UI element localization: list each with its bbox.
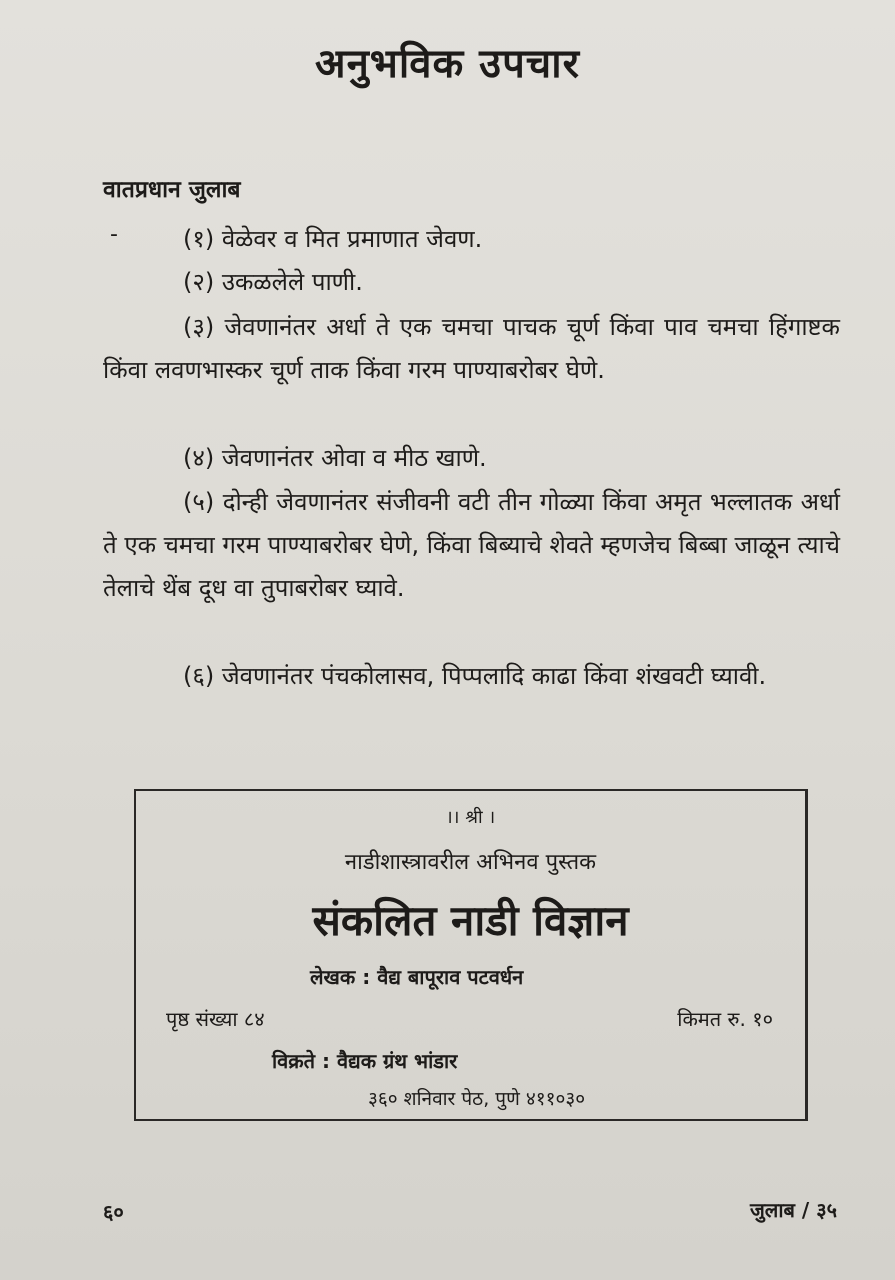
remedy-3: (३) जेवणानंतर अर्धा ते एक चमचा पाचक चूर्ण किंवा पाव चमचा हिंगाष्टक किंवा लवणभास्कर चूर्ण ताक किंवा गरम पाण्याबरोबर घेणे. bbox=[103, 313, 840, 384]
remedy-2: (२) उकळलेले पाणी. bbox=[183, 268, 363, 296]
remedy-6: (६) जेवणानंतर पंचकोलासव, पिप्पलादि काढा किंवा शंखवटी घ्यावी. bbox=[183, 662, 767, 690]
remedy-1: (१) वेळेवर व मित प्रमाणात जेवण. bbox=[183, 225, 483, 253]
footer-running-head: जुलाब / ३५ bbox=[749, 1198, 837, 1222]
section-heading: वातप्रधान जुलाब bbox=[103, 177, 241, 203]
ad-author: लेखक : वैद्य बापूराव पटवर्धन bbox=[310, 965, 524, 989]
margin-mark: - bbox=[110, 222, 118, 247]
ad-seller: विक्रते : वैद्यक ग्रंथ भांडार bbox=[272, 1049, 458, 1073]
ad-page-count: पृष्ठ संख्या ८४ bbox=[166, 1007, 265, 1031]
remedy-4: (४) जेवणानंतर ओवा व मीठ खाणे. bbox=[183, 444, 487, 472]
remedy-5: (५) दोन्ही जेवणानंतर संजीवनी वटी तीन गोळ्या किंवा अमृत भल्लातक अर्धा ते एक चमचा गरम पाण्याबरोबर घेणे, किंवा बिब्याचे शेवते म्हणजेच बिब्बा जाळून त्याचे तेलाचे थेंब दूध वा तुपाबरोबर घ्यावे. bbox=[103, 488, 840, 602]
ad-address: ३६० शनिवार पेठ, पुणे ४११०३० bbox=[368, 1088, 586, 1110]
ad-price: किमत रु. १० bbox=[677, 1007, 773, 1031]
ad-subtitle: नाडीशास्त्रावरील अभिनव पुस्तक bbox=[344, 850, 597, 875]
footer-page-number: ६० bbox=[103, 1200, 124, 1224]
book-advertisement-box bbox=[134, 789, 808, 1121]
ad-book-title: संकलित नाडी विज्ञान bbox=[312, 896, 629, 945]
page-title: अनुभविक उपचार bbox=[315, 41, 580, 87]
ad-shri: ।। श्री । bbox=[445, 807, 496, 828]
